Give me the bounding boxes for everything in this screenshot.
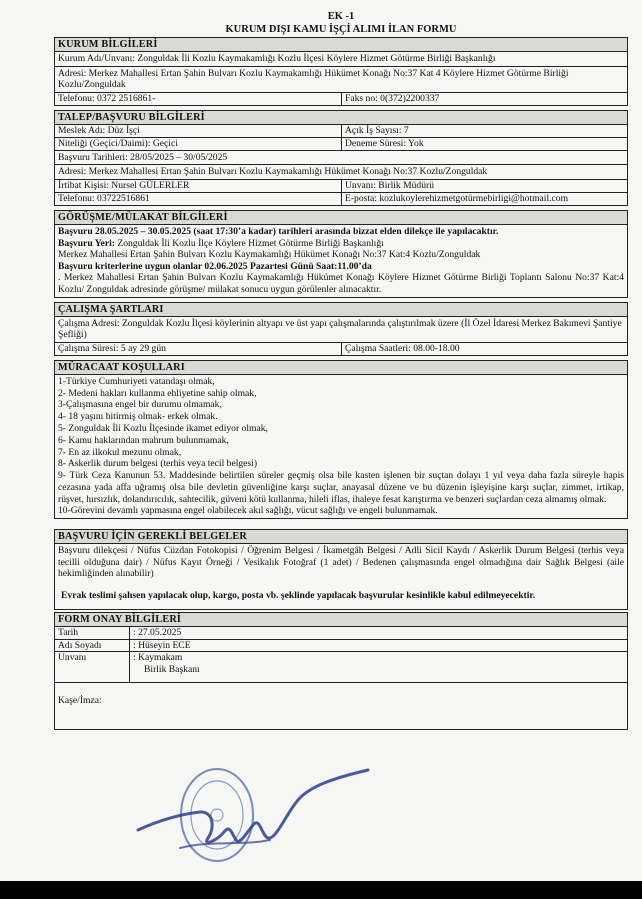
kurum-contact-row [54, 93, 628, 106]
gorusme-yer-label: Başvuru Yeri: [58, 237, 115, 249]
talep-acik-is: Açık İş Sayısı: 7 [341, 125, 627, 137]
kurum-phone: Telefonu: 0372 2516861- [58, 92, 156, 104]
onay-unvan-row [54, 652, 628, 683]
onay-unvan-value-2: Birlik Başkanı [144, 663, 200, 675]
form-title: KURUM DIŞI KAMU İŞÇİ ALIMI İLAN FORMU [225, 24, 457, 35]
muracaat-item-6: 6- Kamu haklarından mahrum bulunmamak, [58, 434, 229, 446]
muracaat-item-3: 3-Çalışmasına engel bir durumu olmamak, [58, 399, 222, 411]
kurum-address: Adresi: Merkez Mahallesi Ertan Şahin Bulvarı Kozlu Kaymakamlığı Hükümet Konağı No:37 Kat 4 Köylere Hizmet Götürme Birliği Kozlu/Zonguldak [54, 67, 628, 93]
calisma-saat: Çalışma Saatleri: 08.00-18.00 [341, 343, 627, 355]
calisma-adres: Çalışma Adresi: Zonguldak Kozlu İlçesi köylerinin altyapı ve üst yapı çalışmalarında çalıştırılmak üzere (İl Özel İdaresi Merkez Bakımevi Şantiye Şefliği) [54, 317, 628, 343]
talep-row-1 [54, 125, 628, 138]
gorusme-yer-value: Zonguldak İli Kozlu İlçe Köylere Hizmet Götürme Birliği Başkanlığı [114, 237, 384, 249]
onay-ad-label: Adı Soyadı [55, 640, 130, 652]
gorusme-line-4: Başvuru kriterlerine uygun olanlar 02.06.2025 Pazartesi Günü Saat:11.00’da [58, 260, 372, 272]
section-belgeler-title: BAŞVURU İÇİN GEREKLİ BELGELER [54, 529, 628, 544]
kurum-fax: Faks no: 0(372)2200337 [341, 93, 627, 105]
onay-tarih-value: : 27.05.2025 [133, 627, 182, 639]
section-talep-title: TALEP/BAŞVURU BİLGİLERİ [54, 110, 628, 125]
gorusme-block [54, 225, 628, 298]
onay-unvan-value-1: : Kaymakam [133, 652, 183, 664]
onay-ad-row [54, 640, 628, 653]
muracaat-item-1: 1-Türkiye Cumhuriyeti vatandaşı olmak, [58, 375, 215, 387]
annex-label: EK -1 [327, 11, 355, 22]
section-onay-title: FORM ONAY BİLGİLERİ [54, 612, 628, 627]
calisma-row [54, 343, 628, 356]
talep-eposta: E-posta: kozlukoylerehizmetgotürmebirligi@hotmail.com [341, 193, 627, 205]
muracaat-item-5: 5- Zonguldak İli Kozlu İlçesinde ikamet ediyor olmak, [58, 422, 268, 434]
talep-adres: Adresi: Merkez Mahallesi Ertan Şahin Bulvarı Kozlu Kaymakamlığı Hükümet Konağı No:37 Kozlu/Zonguldak [54, 165, 628, 180]
muracaat-item-9: 9- Türk Ceza Kanunun 53. Maddesinde belirtilen süreler geçmiş olsa bile kasten işlenen bir suçtan dolayı 1 yıl veya daha fazla süreyle hapis cezasına yada affa uğramış olsa bile devletin güvenliğine karşı suçlar, anayasal düzene ve bu düzenin işleyişine karşı suçlar, zimmet, irtikap, rüşvet, hırsızlık, dolandırıcılık, sahtecilik, güveni kötü kullanma, hileli iflas, ihaleye fesat karıştırma ve benzeri suçlardan ceza almamış olmak. [58, 470, 624, 505]
muracaat-item-7: 7- En az ilkokul mezunu olmak, [58, 446, 182, 458]
talep-irtibat: İrtibat Kişisi: Nursel GÜLERLER [58, 179, 190, 191]
gorusme-line-1: Başvuru 28.05.2025 – 30.05.2025 (saat 17:30’a kadar) tarihleri arasında bizzat elden dilekçe ile yapılacaktır. [58, 225, 499, 237]
talep-deneme: Deneme Süresi: Yok [341, 138, 627, 150]
muracaat-item-4: 4- 18 yaşını bitirmiş olmak- erkek olmak. [58, 411, 218, 423]
talep-row-4 [54, 193, 628, 206]
muracaat-item-2: 2- Medeni hakları kullanma ehliyetine sahip olmak, [58, 387, 257, 399]
talep-tarihler: Başvuru Tarihleri: 28/05/2025 – 30/05/2025 [54, 151, 628, 166]
onay-unvan-value [130, 652, 627, 682]
section-kurum-title: KURUM BİLGİLERİ [54, 37, 628, 52]
muracaat-item-8: 8- Askerlik durum belgesi (terhis veya tecil belgesi) [58, 458, 258, 470]
calisma-sure: Çalışma Süresi: 5 ay 29 gün [58, 342, 166, 354]
talep-telefon: Telefonu: 03722516861 [58, 192, 150, 204]
muracaat-item-10: 10-Görevini devamlı yapmasına engel olabilecek akıl sağlığı, vücut sağlığı ve engeli bulunmamak. [58, 505, 438, 517]
gorusme-yer [58, 238, 624, 250]
form-document [54, 10, 628, 730]
signature-icon [120, 760, 380, 870]
belgeler-block [54, 544, 628, 610]
belgeler-text: Başvuru dilekçesi / Nüfus Cüzdan Fotokopisi / Öğrenim Belgesi / İkametgâh Belgesi / Adli Sicil Kaydı / Askerlik Durum Belgesi (terhis veya tecilli olduğuna dair) / Nüfus Kayıt Örneği / Vesikalık Fotoğraf (1 adet) / Bedenen çalışmasında engel olmadığına dair Sağlık Belgesi (aile hekimliğinden alınabilir) [58, 545, 624, 580]
section-gorusme-title: GÖRÜŞME/MÜLAKAT BİLGİLERİ [54, 210, 628, 225]
talep-meslek: Meslek Adı: Düz İşçi [58, 124, 140, 136]
gorusme-line-3: Merkez Mahallesi Ertan Şahin Bulvarı Kozlu Kaymakamlığı Hükümet Konağı No:37 Kat:4 Kozlu/Zonguldak [58, 249, 481, 261]
onay-tarih-label: Tarih [55, 627, 130, 639]
onay-unvan-label: Unvanı [55, 652, 130, 682]
onay-imza-space [181, 683, 627, 729]
onay-imza-label: Kaşe/İmza: [58, 695, 102, 707]
gorusme-line-5: . Merkez Mahallesi Ertan Şahin Bulvarı Kozlu Kaymakamlığı Hükümet Konağı Köylere Hizmet Götürme Birliği Toplantı Salonu No:37 Kat:4 Kozlu/ Zonguldak adresinde görüşme/ mülakat sonucu uygun görülenler alınacaktır. [58, 272, 624, 295]
talep-nitelik: Niteliği (Geçici/Daimi): Geçici [58, 137, 178, 149]
onay-imza-row [54, 683, 628, 730]
section-calisma-title: ÇALIŞMA ŞARTLARI [54, 302, 628, 317]
section-muracaat-title: MÜRACAAT KOŞULLARI [54, 360, 628, 375]
onay-tarih-row [54, 627, 628, 640]
muracaat-list [54, 375, 628, 520]
kurum-name: Kurum Adı/Unvanı: Zonguldak İli Kozlu Kaymakamlığı Kozlu İlçesi Köylere Hizmet Götürme Birliği Başkanlığı [54, 52, 628, 67]
onay-ad-value: : Hüseyin ECE [133, 639, 191, 651]
talep-unvan: Unvanı: Birlik Müdürü [341, 180, 627, 192]
talep-row-2 [54, 138, 628, 151]
belgeler-note: Evrak teslimi şahsen yapılacak olup, kargo, posta vb. şeklinde yapılacak başvurular kesinlikle kabul edilmeyecektir. [61, 590, 536, 602]
talep-row-3 [54, 180, 628, 193]
